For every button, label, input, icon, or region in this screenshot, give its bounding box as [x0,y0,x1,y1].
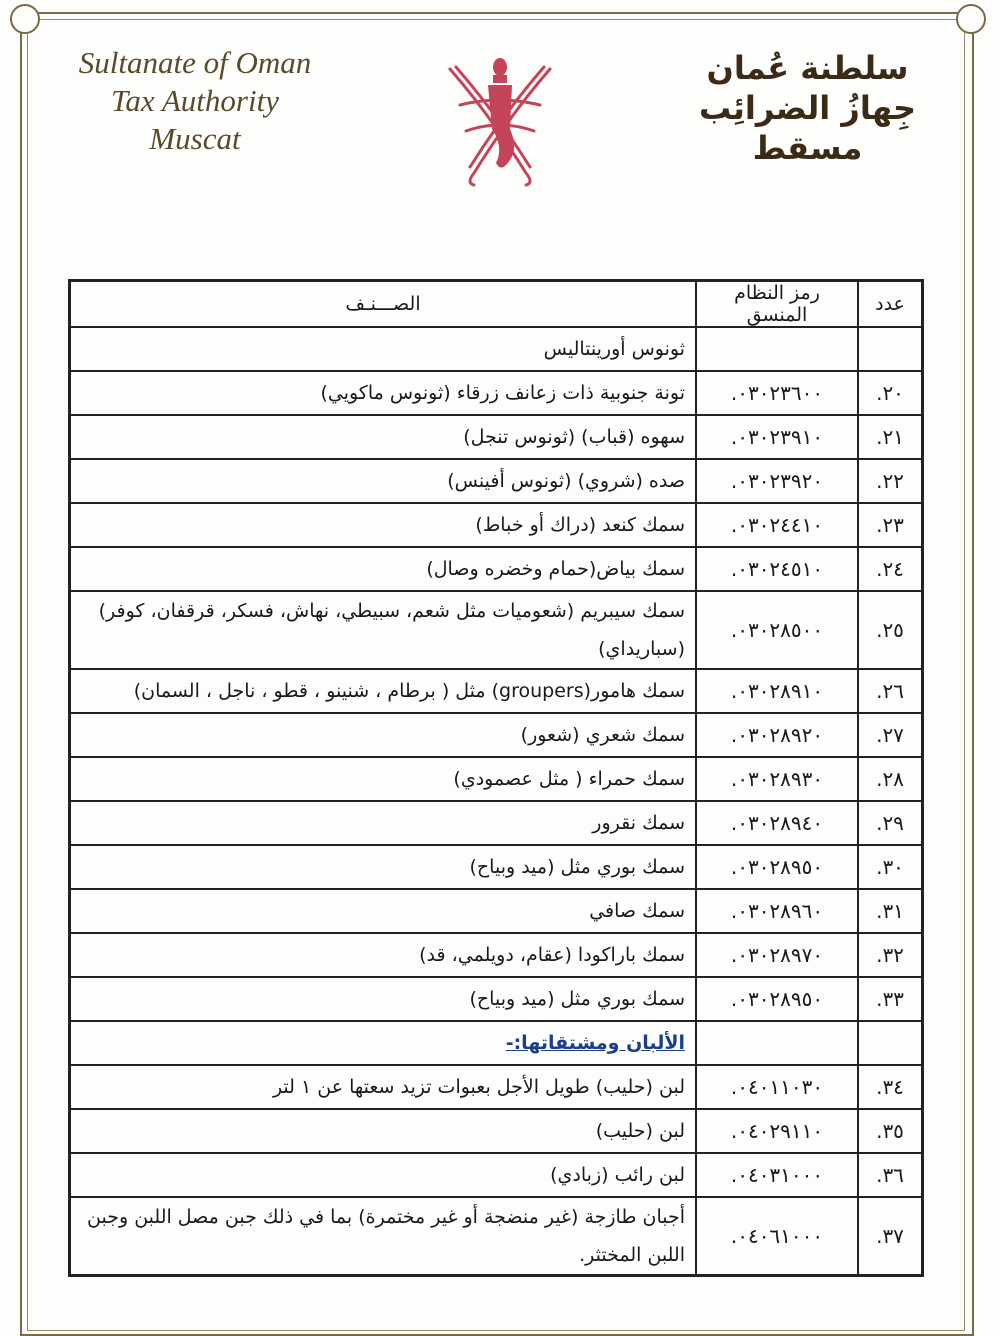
section-cell [70,1021,696,1065]
row-number: ٣٥. [858,1109,922,1153]
row-item: سمك شعري (شعور) [70,713,696,757]
table-row [70,459,922,503]
table-row [70,1197,922,1275]
row-item: ثونوس أورينتاليس [70,327,696,371]
row-item: سمك حمراء ( مثل عصمودي) [70,757,696,801]
table-row [70,845,922,889]
row-hs-code: ٠٣٠٢٨٩٥٠. [696,977,858,1021]
row-number: ٢٩. [858,801,922,845]
row-item: سمك نقرور [70,801,696,845]
table-row [70,371,922,415]
row-hs-code: ٠٣٠٢٨٥٠٠. [696,591,858,669]
khanjar-swords-emblem [430,55,570,190]
row-hs-code [696,1021,858,1065]
arabic-line-city: مسقط [752,129,863,167]
english-line-city: Muscat [149,121,241,156]
row-number: ٣٤. [858,1065,922,1109]
row-number: ٣٠. [858,845,922,889]
row-item: سمك بوري مثل (ميد وبياح) [70,845,696,889]
row-number: ٢٧. [858,713,922,757]
table-row [70,757,922,801]
row-item: سمك هامور(groupers) مثل ( برطام ، شنينو ، قطو ، ناجل ، السمان) [70,669,696,713]
row-number: ٣٧. [858,1197,922,1275]
row-number: ٣٢. [858,933,922,977]
row-item: سمك سيبريم (شعوميات مثل شعم، سبيطي، نهاش، فسكر، قرقفان، كوفر) (سباريداي) [70,591,696,669]
row-hs-code: ٠٣٠٢٣٩١٠. [696,415,858,459]
row-item: تونة جنوبية ذات زعانف زرقاء (ثونوس ماكويي) [70,371,696,415]
row-hs-code: ٠٤٠١١٠٣٠. [696,1065,858,1109]
row-hs-code: ٠٣٠٢٤٥١٠. [696,547,858,591]
row-item: لبن (حليب) طويل الأجل بعبوات تزيد سعتها عن ١ لتر [70,1065,696,1109]
row-number: ٢١. [858,415,922,459]
corner-ornament-left [10,4,40,34]
row-hs-code: ٠٤٠٢٩١١٠. [696,1109,858,1153]
row-number: ٢٠. [858,371,922,415]
row-item: لبن رائب (زبادي) [70,1153,696,1197]
row-item: سمك بوري مثل (ميد وبياح) [70,977,696,1021]
row-hs-code: ٠٣٠٢٨٩٣٠. [696,757,858,801]
row-number [858,1021,922,1065]
row-hs-code: ٠٣٠٢٨٩٦٠. [696,889,858,933]
row-item: سمك باراكودا (عقام، دويلمي، قد) [70,933,696,977]
row-hs-code: ٠٣٠٢٤٤١٠. [696,503,858,547]
arabic-line-country: سلطنة عُمان [706,49,909,87]
row-hs-code: ٠٣٠٢٨٩٢٠. [696,713,858,757]
row-number: ٣٣. [858,977,922,1021]
table-row [70,713,922,757]
row-item: أجبان طازجة (غير منضجة أو غير مختمرة) بما في ذلك جبن مصل اللبن وجبن اللبن المختثر. [70,1197,696,1275]
row-item: لبن (حليب) [70,1109,696,1153]
arabic-line-authority: جِهازُ الضرائِب [698,89,917,127]
row-item: صده (شروي) (ثونوس أفينس) [70,459,696,503]
row-number: ٢٢. [858,459,922,503]
header-item: الصـــنـف [70,281,696,327]
row-hs-code: ٠٣٠٢٣٦٠٠. [696,371,858,415]
row-number: ٢٨. [858,757,922,801]
section-row-dairy [70,1021,922,1065]
row-number: ٣١. [858,889,922,933]
section-label-dairy: الألبان ومشتقاتها:- [505,1032,685,1054]
tax-items-table [68,279,924,1277]
arabic-letterhead [680,48,935,168]
row-item: سمك كنعد (دراك أو خباط) [70,503,696,547]
header-hs-code: رمز النظام المنسق [696,281,858,327]
row-hs-code: ٠٣٠٢٨٩٤٠. [696,801,858,845]
row-hs-code: ٠٣٠٢٣٩٢٠. [696,459,858,503]
row-item: سهوه (قباب) (ثونوس تنجل) [70,415,696,459]
row-hs-code: ٠٣٠٢٨٩٧٠. [696,933,858,977]
table-row [70,933,922,977]
row-number: ٢٦. [858,669,922,713]
table-row [70,591,922,669]
table-row [70,547,922,591]
table-row [70,1153,922,1197]
row-hs-code: ٠٣٠٢٨٩٥٠. [696,845,858,889]
row-hs-code: ٠٣٠٢٨٩١٠. [696,669,858,713]
row-hs-code: ٠٤٠٣١٠٠٠. [696,1153,858,1197]
row-hs-code [696,327,858,371]
table-row [70,889,922,933]
header-number: عدد [858,281,922,327]
table-row [70,1109,922,1153]
english-letterhead [60,44,330,158]
table-row [70,327,922,371]
row-number: ٣٦. [858,1153,922,1197]
table-row [70,1065,922,1109]
corner-ornament-right [956,4,986,34]
table-row [70,977,922,1021]
table-header-row [70,281,922,327]
english-line-authority: Tax Authority [111,83,279,118]
row-number: ٢٤. [858,547,922,591]
row-item: سمك بياض(حمام وخضره وصال) [70,547,696,591]
english-line-country: Sultanate of Oman [78,45,312,80]
row-hs-code: ٠٤٠٦١٠٠٠. [696,1197,858,1275]
row-number [858,327,922,371]
row-number: ٢٣. [858,503,922,547]
table-row [70,669,922,713]
table-row [70,503,922,547]
table-row [70,415,922,459]
row-number: ٢٥. [858,591,922,669]
row-item: سمك صافي [70,889,696,933]
table-row [70,801,922,845]
